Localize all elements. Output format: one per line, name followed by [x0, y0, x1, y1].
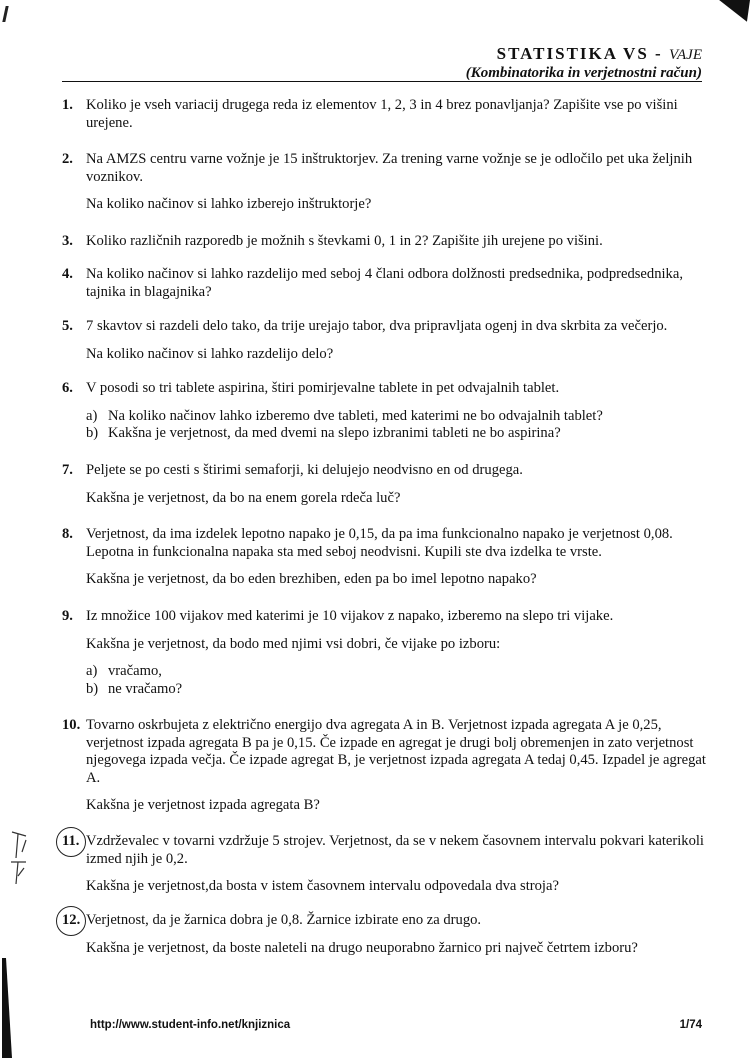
sub-question-a — [86, 408, 712, 426]
question-3 — [62, 233, 712, 251]
sub-text: Na koliko načinov lahko izberemo dve tableti, med katerimi ne bo odvajalnih tablet? — [108, 407, 603, 424]
sub-text: ne vračamo? — [108, 680, 183, 697]
question-prompt: Kakšna je verjetnost,da bosta v istem časovnem intervalu odpovedala dva stroja? — [86, 878, 559, 894]
question-number: 6. — [62, 380, 73, 396]
question-number: 4. — [62, 266, 73, 282]
question-prompt: Na koliko načinov si lahko razdelijo delo? — [86, 345, 334, 362]
question-number: 10. — [62, 717, 81, 733]
sub-text: vračamo, — [108, 663, 162, 679]
question-prompt: Kakšna je verjetnost, da bo na enem gorela rdeča luč? — [86, 489, 401, 506]
question-11 — [62, 833, 712, 896]
question-10 — [62, 717, 712, 815]
title-vaje: VAJE — [668, 47, 702, 63]
question-text: Iz množice 100 vijakov med katerimi je 10 vijakov z napako, izberemo na slepo tri vijake. — [86, 608, 614, 624]
scan-mark — [2, 6, 8, 22]
question-number: 7. — [62, 462, 73, 478]
question-text: Koliko različnih razporedb je možnih s števkami 0, 1 in 2? Zapišite jih urejene po višini. — [86, 233, 603, 249]
question-text: Verjetnost, da je žarnica dobra je 0,8. Žarnice izbirate eno za drugo. — [86, 912, 482, 928]
question-7 — [62, 462, 712, 507]
sub-label: b) — [86, 425, 99, 441]
question-prompt: Kakšna je verjetnost, da bodo med njimi vsi dobri, če vijake po izboru: — [86, 635, 501, 652]
document-subtitle: (Kombinatorika in verjetnostni račun) — [465, 65, 702, 81]
question-prompt: Kakšna je verjetnost izpada agregata B? — [86, 797, 320, 813]
question-text: Vzdrževalec v tovarni vzdržuje 5 strojev. Verjetnost, da se v nekem časovnem intervalu pokvari katerikoli izmed njih je 0,2. — [86, 833, 704, 867]
sub-question-b — [86, 681, 712, 699]
handwritten-circle — [56, 906, 86, 936]
question-text: Peljete se po cesti s štirimi semaforji, ki delujejo neodvisno en od drugega. — [86, 462, 523, 478]
question-text: Verjetnost, da ima izdelek lepotno napako je 0,15, da pa ima funkcionalno napako je verjetnost 0,08. Lepotna in funkcionalna napaka sta med seboj neodvisni. Kupili ste dva izdelka te vrste. — [86, 526, 673, 560]
question-number: 12. — [62, 912, 81, 928]
question-prompt: Kakšna je verjetnost, da boste naleteli na drugo neuporabno žarnico pri največ četrtem izboru? — [86, 939, 638, 956]
question-2 — [62, 151, 712, 214]
question-8 — [62, 526, 712, 589]
question-text: V posodi so tri tablete aspirina, štiri pomirjevalne tablete in pet odvajalnih tablet. — [86, 380, 560, 396]
question-number: 9. — [62, 608, 73, 624]
question-text: 7 skavtov si razdeli delo tako, da trije urejajo tabor, dva pripravljata ogenj in dva skrbita za večerjo. — [86, 318, 668, 334]
header-rule — [62, 81, 702, 82]
folded-corner — [709, 0, 750, 22]
sub-question-a — [86, 663, 712, 681]
sub-label: b) — [86, 680, 99, 697]
question-prompt: Na koliko načinov si lahko izberejo inštruktorje? — [86, 196, 372, 212]
page-number: 1/74 — [679, 1019, 702, 1031]
sub-text: Kakšna je verjetnost, da med dvemi na slepo izbranimi tableti ne bo aspirina? — [108, 425, 561, 441]
handwritten-circle — [56, 827, 86, 857]
footer-url: http://www.student-info.net/knjiznica — [90, 1019, 291, 1031]
document-title — [466, 44, 702, 64]
question-number: 1. — [62, 97, 73, 113]
question-text: Tovarno oskrbujeta z električno energijo dva agregata A in B. Verjetnost izpada agregata A je 0,25, verjetnost izpada agregata B pa je 0,15. Če izpade en agregat je drugi bolj obremenjen in zato verjetnost njegovega izpada večja. Če izpade agregat B, je verjetnost izpada agregata A tedaj 0,45. Izpadel je agregat A. — [86, 717, 706, 786]
sub-label: a) — [86, 663, 98, 679]
question-text: Koliko je vseh variacij drugega reda iz elementov 1, 2, 3 in 4 brez ponavljanja? Zapišite vse po višini urejene. — [86, 97, 678, 131]
sub-question-b — [86, 425, 712, 443]
scan-edge-shadow — [2, 958, 14, 1058]
question-prompt: Kakšna je verjetnost, da bo eden brezhiben, eden pa bo imel lepotno napako? — [86, 571, 537, 587]
question-number: 3. — [62, 233, 73, 249]
question-number: 5. — [62, 318, 73, 334]
question-1 — [62, 97, 712, 132]
question-number: 8. — [62, 526, 73, 542]
question-4 — [62, 266, 712, 301]
title-dash: - — [648, 44, 669, 63]
question-number: 11. — [62, 833, 80, 849]
title-main: STATISTIKA VS — [496, 44, 649, 63]
question-number: 2. — [62, 151, 73, 167]
question-9 — [62, 608, 712, 698]
question-text: Na AMZS centru varne vožnje je 15 inštruktorjev. Za trening varne vožnje se je odločilo pet uka željnih voznikov. — [86, 151, 693, 185]
question-12 — [62, 912, 712, 957]
question-6 — [62, 380, 712, 443]
question-text: Na koliko načinov si lahko razdelijo med seboj 4 člani odbora dolžnosti predsednika, podpredsednika, tajnika in blagajnika? — [86, 266, 683, 300]
question-5 — [62, 318, 712, 363]
handwritten-margin-note — [8, 828, 32, 888]
sub-label: a) — [86, 407, 98, 424]
document-header — [466, 44, 702, 82]
